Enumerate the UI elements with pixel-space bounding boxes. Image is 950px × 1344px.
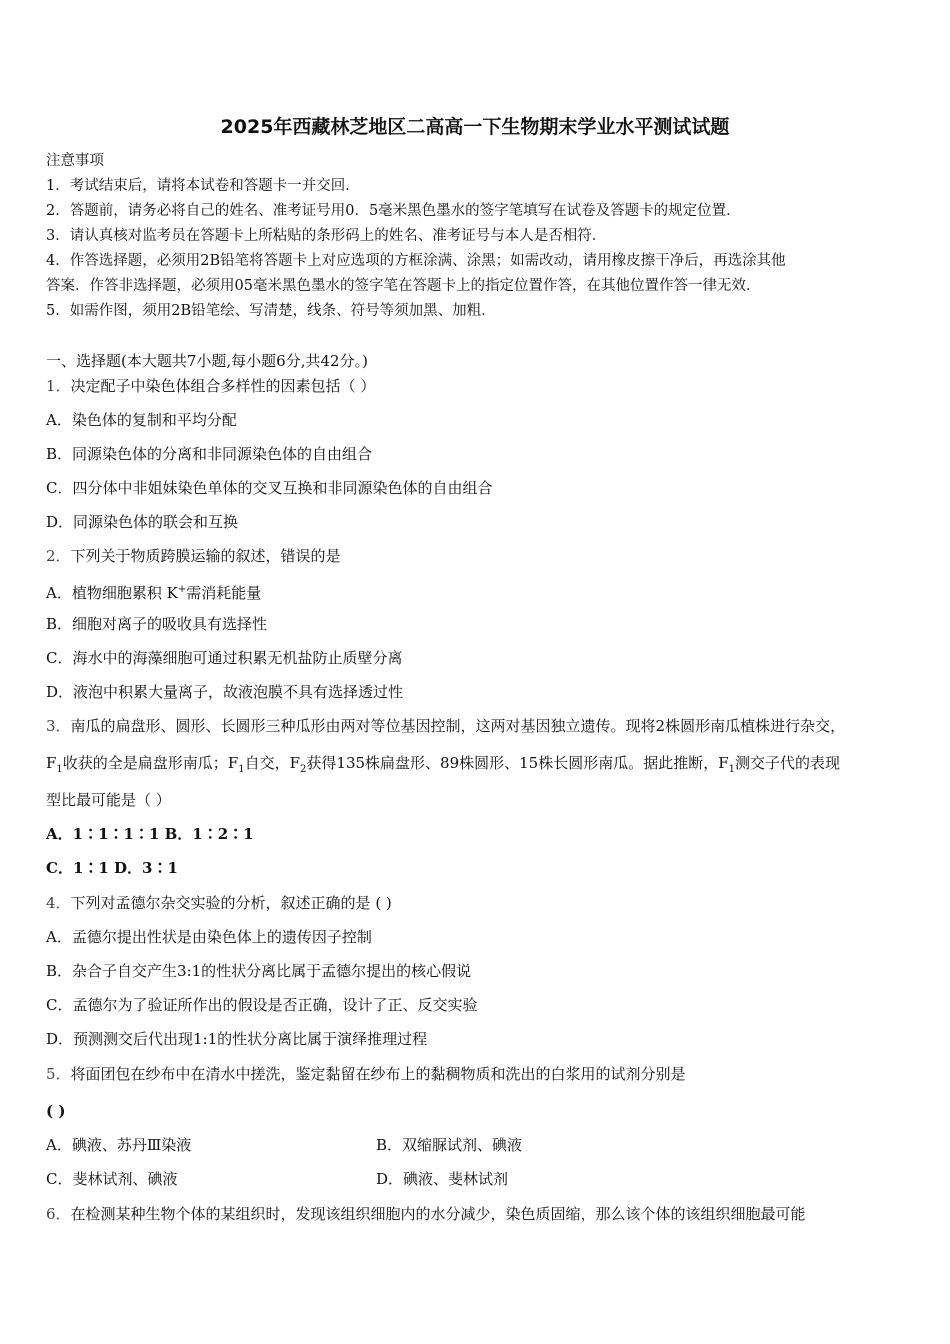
q3-options-ab: A．1∶1∶1∶1 B．1∶2∶1 xyxy=(46,825,254,843)
q5-option-a: A．碘液、苏丹Ⅲ染液 xyxy=(46,1136,192,1154)
q1-option-a: A．染色体的复制和平均分配 xyxy=(46,411,237,429)
question-3-line-2 xyxy=(46,753,840,780)
question-number: 1． xyxy=(46,377,71,395)
generation-label: F xyxy=(289,754,301,772)
q5-option-d: D．碘液、斐林试剂 xyxy=(376,1170,509,1188)
question-number: 6． xyxy=(46,1205,71,1223)
generation-label: F xyxy=(227,754,239,772)
option-text: A．植物细胞累积 K xyxy=(46,584,178,602)
stem-text: 获得135株扁盘形、89株圆形、15株长圆形南瓜。据此推断， xyxy=(306,754,719,772)
stem-text: 自交， xyxy=(244,754,290,772)
notice-item: 2．答题前，请务必将自己的姓名、准考证号用0．5毫米黑色墨水的签字笔填写在试卷及答题卡的规定位置． xyxy=(46,203,741,219)
question-number: 3． xyxy=(46,717,71,735)
q1-option-b: B．同源染色体的分离和非同源染色体的自由组合 xyxy=(46,445,373,463)
q3-options-cd: C．1∶1 D．3∶1 xyxy=(46,859,178,877)
question-3-line-3: 型比最可能是（ ） xyxy=(46,791,171,809)
subscript: 1 xyxy=(56,764,63,775)
q2-option-b: B．细胞对离子的吸收具有选择性 xyxy=(46,615,268,633)
subscript: 1 xyxy=(728,764,736,775)
notice-item: 3．请认真核对监考员在答题卡上所粘贴的条形码上的姓名、准考证号与本人是否相符． xyxy=(46,228,607,244)
notice-item: 1．考试结束后，请将本试卷和答题卡一并交回． xyxy=(46,178,360,194)
question-stem: 下列关于物质跨膜运输的叙述，错误的是 xyxy=(70,547,341,565)
q4-option-b: B．杂合子自交产生3:1的性状分离比属于孟德尔提出的核心假说 xyxy=(46,962,472,980)
question-number: 4． xyxy=(46,894,71,912)
generation-label: F xyxy=(718,754,729,772)
q4-option-c: C．孟德尔为了验证所作出的假设是否正确，设计了正、反交实验 xyxy=(46,996,478,1014)
q5-option-c: C．斐林试剂、碘液 xyxy=(46,1170,178,1188)
question-1 xyxy=(46,376,375,396)
question-stem: 将面团包在纱布中在清水中搓洗，鉴定黏留在纱布上的黏稠物质和洗出的白浆用的试剂分别是 xyxy=(70,1065,686,1083)
q2-option-c: C．海水中的海藻细胞可通过积累无机盐防止质壁分离 xyxy=(46,649,403,667)
superscript: + xyxy=(177,584,187,595)
generation-label: F xyxy=(46,754,57,772)
question-stem: 下列对孟德尔杂交实验的分析，叙述正确的是 ( ) xyxy=(70,894,392,912)
notice-heading: 注意事项 xyxy=(46,153,104,169)
subscript: 2 xyxy=(300,764,307,775)
question-stem: 决定配子中染色体组合多样性的因素包括（ ） xyxy=(70,377,376,395)
q2-option-a xyxy=(46,580,261,603)
question-number: 2． xyxy=(46,547,71,565)
q4-option-a: A．孟德尔提出性状是由染色体上的遗传因子控制 xyxy=(46,928,372,946)
question-number: 5． xyxy=(46,1065,71,1083)
stem-text: 收获的全是扁盘形南瓜； xyxy=(62,754,228,772)
notice-item: 4．作答选择题，必须用2B铅笔将答题卡上对应选项的方框涂满、涂黑；如需改动，请用橡皮擦干净后，再选涂其他 xyxy=(46,253,786,269)
question-4 xyxy=(46,893,392,913)
page-title: 2025年西藏林芝地区二高高一下生物期末学业水平测试试题 xyxy=(220,116,730,138)
section-heading: 一、选择题(本大题共7小题,每小题6分,共42分。) xyxy=(46,352,368,370)
notice-item: 答案．作答非选择题，必须用05毫米黑色墨水的签字笔在答题卡上的指定位置作答，在其他位置作答一律无效． xyxy=(46,278,761,294)
question-6 xyxy=(46,1204,806,1224)
option-text: 需消耗能量 xyxy=(186,584,262,602)
q1-option-c: C．四分体中非姐妹染色单体的交叉互换和非同源染色体的自由组合 xyxy=(46,479,493,497)
question-3 xyxy=(46,716,845,736)
q1-option-d: D．同源染色体的联会和互换 xyxy=(46,513,239,531)
question-5 xyxy=(46,1064,686,1084)
stem-text: 测交子代的表现 xyxy=(735,754,841,772)
question-stem: 南瓜的扁盘形、圆形、长圆形三种瓜形由两对等位基因控制，这两对基因独立遗传。现将2株圆形南瓜植株进行杂交， xyxy=(70,717,846,735)
notice-item: 5．如需作图，须用2B铅笔绘、写清楚，线条、符号等须加黑、加粗． xyxy=(46,303,496,319)
subscript: 1 xyxy=(238,764,245,775)
q5-option-b: B．双缩脲试剂、碘液 xyxy=(376,1136,523,1154)
question-stem: 在检测某种生物个体的某组织时，发现该组织细胞内的水分减少，染色质固缩，那么该个体的该组织细胞最可能 xyxy=(70,1205,806,1223)
question-2 xyxy=(46,546,341,566)
question-5-paren: ( ) xyxy=(46,1102,66,1120)
q2-option-d: D．液泡中积累大量离子，故液泡膜不具有选择透过性 xyxy=(46,683,404,701)
q4-option-d: D．预测测交后代出现1:1的性状分离比属于演绎推理过程 xyxy=(46,1030,428,1048)
